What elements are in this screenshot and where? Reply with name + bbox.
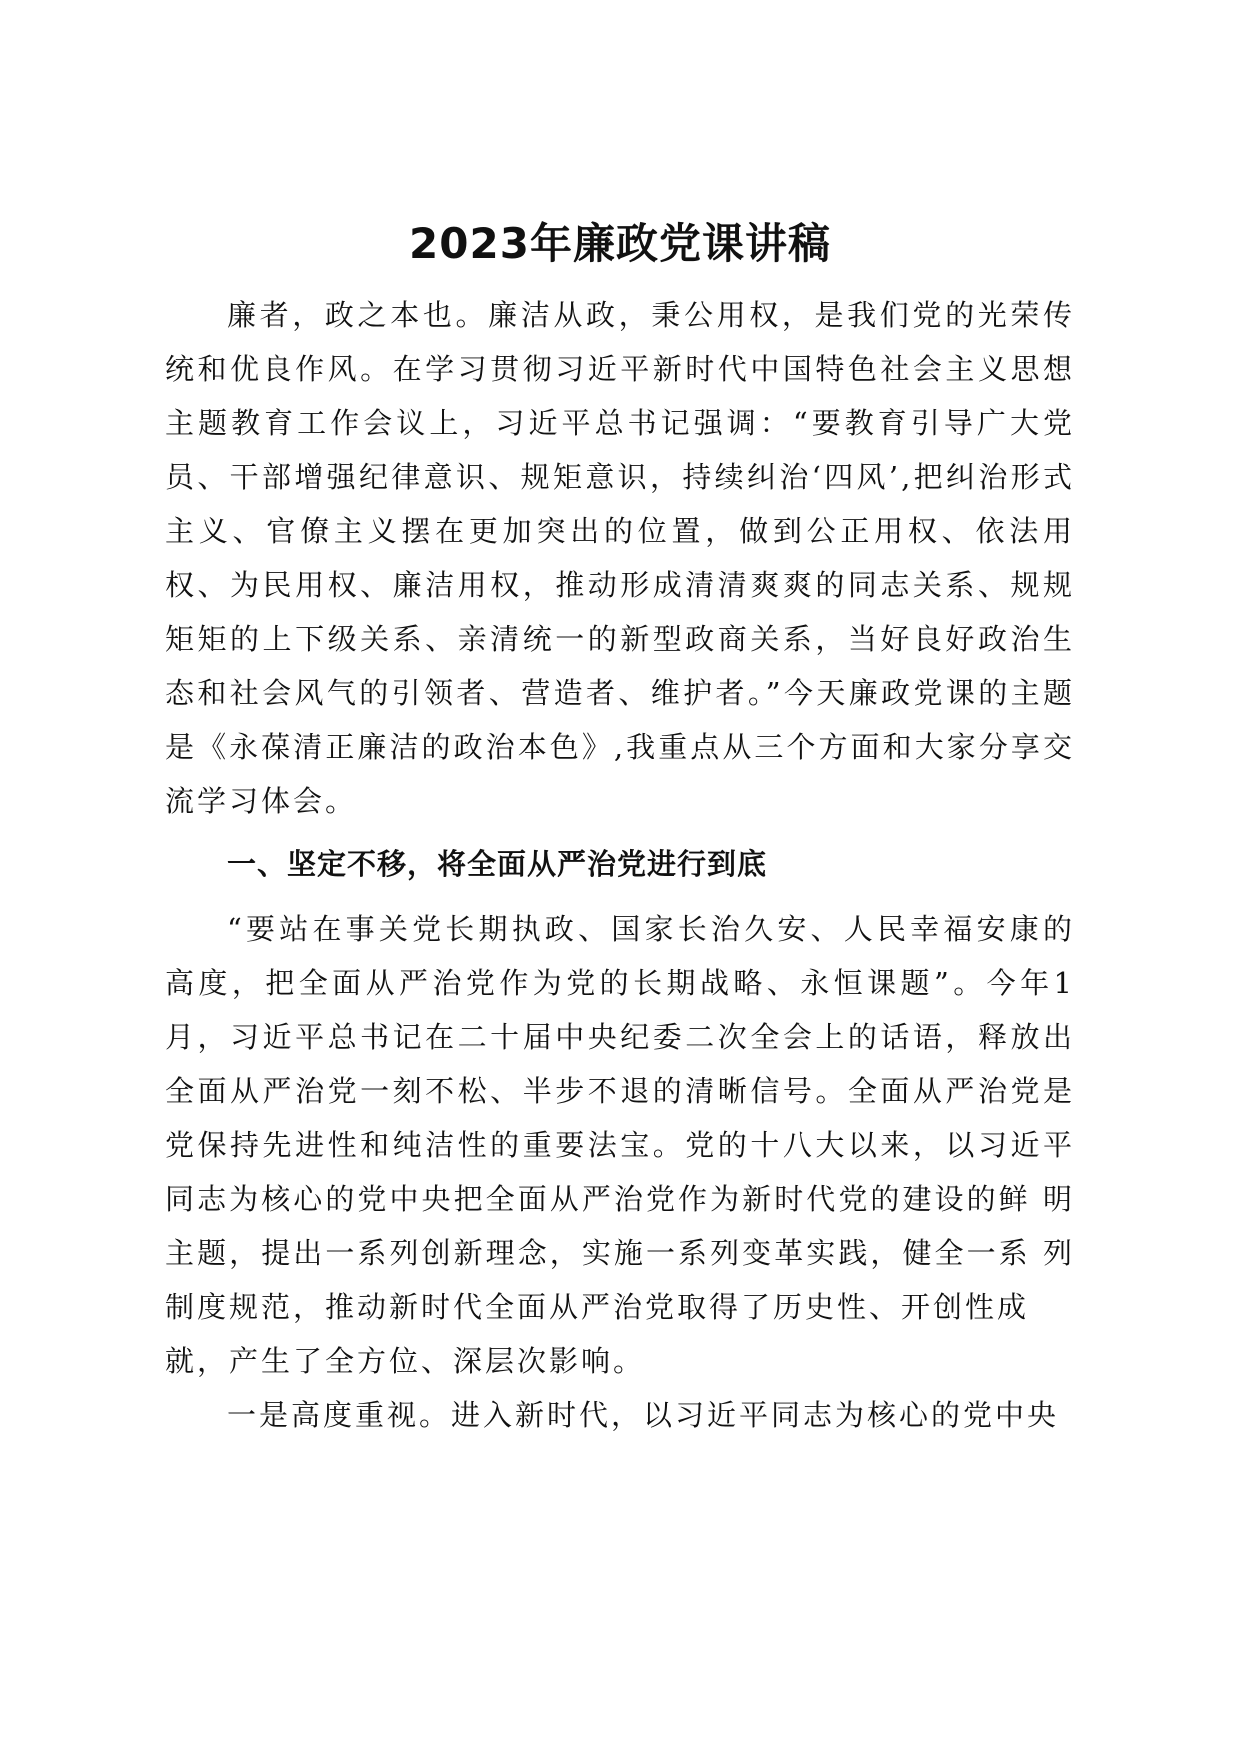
section-heading-1: 一、坚定不移，将全面从严治党进行到底 <box>227 847 768 881</box>
section-1-paragraph-continued: 就，产生了全方位、深层次影响。 <box>165 1344 646 1378</box>
intro-paragraph: 廉者，政之本也。廉洁从政，秉公用权，是我们党的光荣传统和优良作风。在学习贯彻习近平新时代中国特色社会主义思想主题教育工作会议上，习近平总书记强调：“要教育引导广大党员、干部增强纪律意识、规矩意识，持续纠治‘四风’,把纠治形式主义、官僚主义摆在更加突出的位置，做到公正用权、依法用权、为民用权、廉洁用权，推动形成清清爽爽的同志关系、规规矩矩的上下级关系、亲清统一的新型政商关系，当好良好政治生态和社会风气的引领者、营造者、维护者。”今天廉政党课的主题是《永葆清正廉洁的政治本色》,我重点从三个方面和大家分享交流学习体会。 <box>165 298 1075 818</box>
document-body <box>165 214 1075 1442</box>
section-1-paragraph: “要站在事关党长期执政、国家长治久安、人民幸福安康的高度，把全面从严治党作为党的长期战略、永恒课题”。今年1 月，习近平总书记在二十届中央纪委二次全会上的话语，释放出 全面从严治党一刻不松、半步不退的清晰信号。全面从严治党是 党保持先进性和纯洁性的重要法宝。党的十八大以来，以习近平 同志为核心的党中央把全面从严治党作为新时代党的建设的鲜 明主题，提出一系列创新理念，实施一系列变革实践，健全一系 列制度规范，推动新时代全面从严治党取得了历史性、开创性成 <box>165 912 1075 1324</box>
document-title: 2023年廉政党课讲稿 <box>409 219 831 268</box>
section-1-point-1-paragraph: 一是高度重视。进入新时代，以习近平同志为核心的党中央 <box>227 1398 1060 1432</box>
